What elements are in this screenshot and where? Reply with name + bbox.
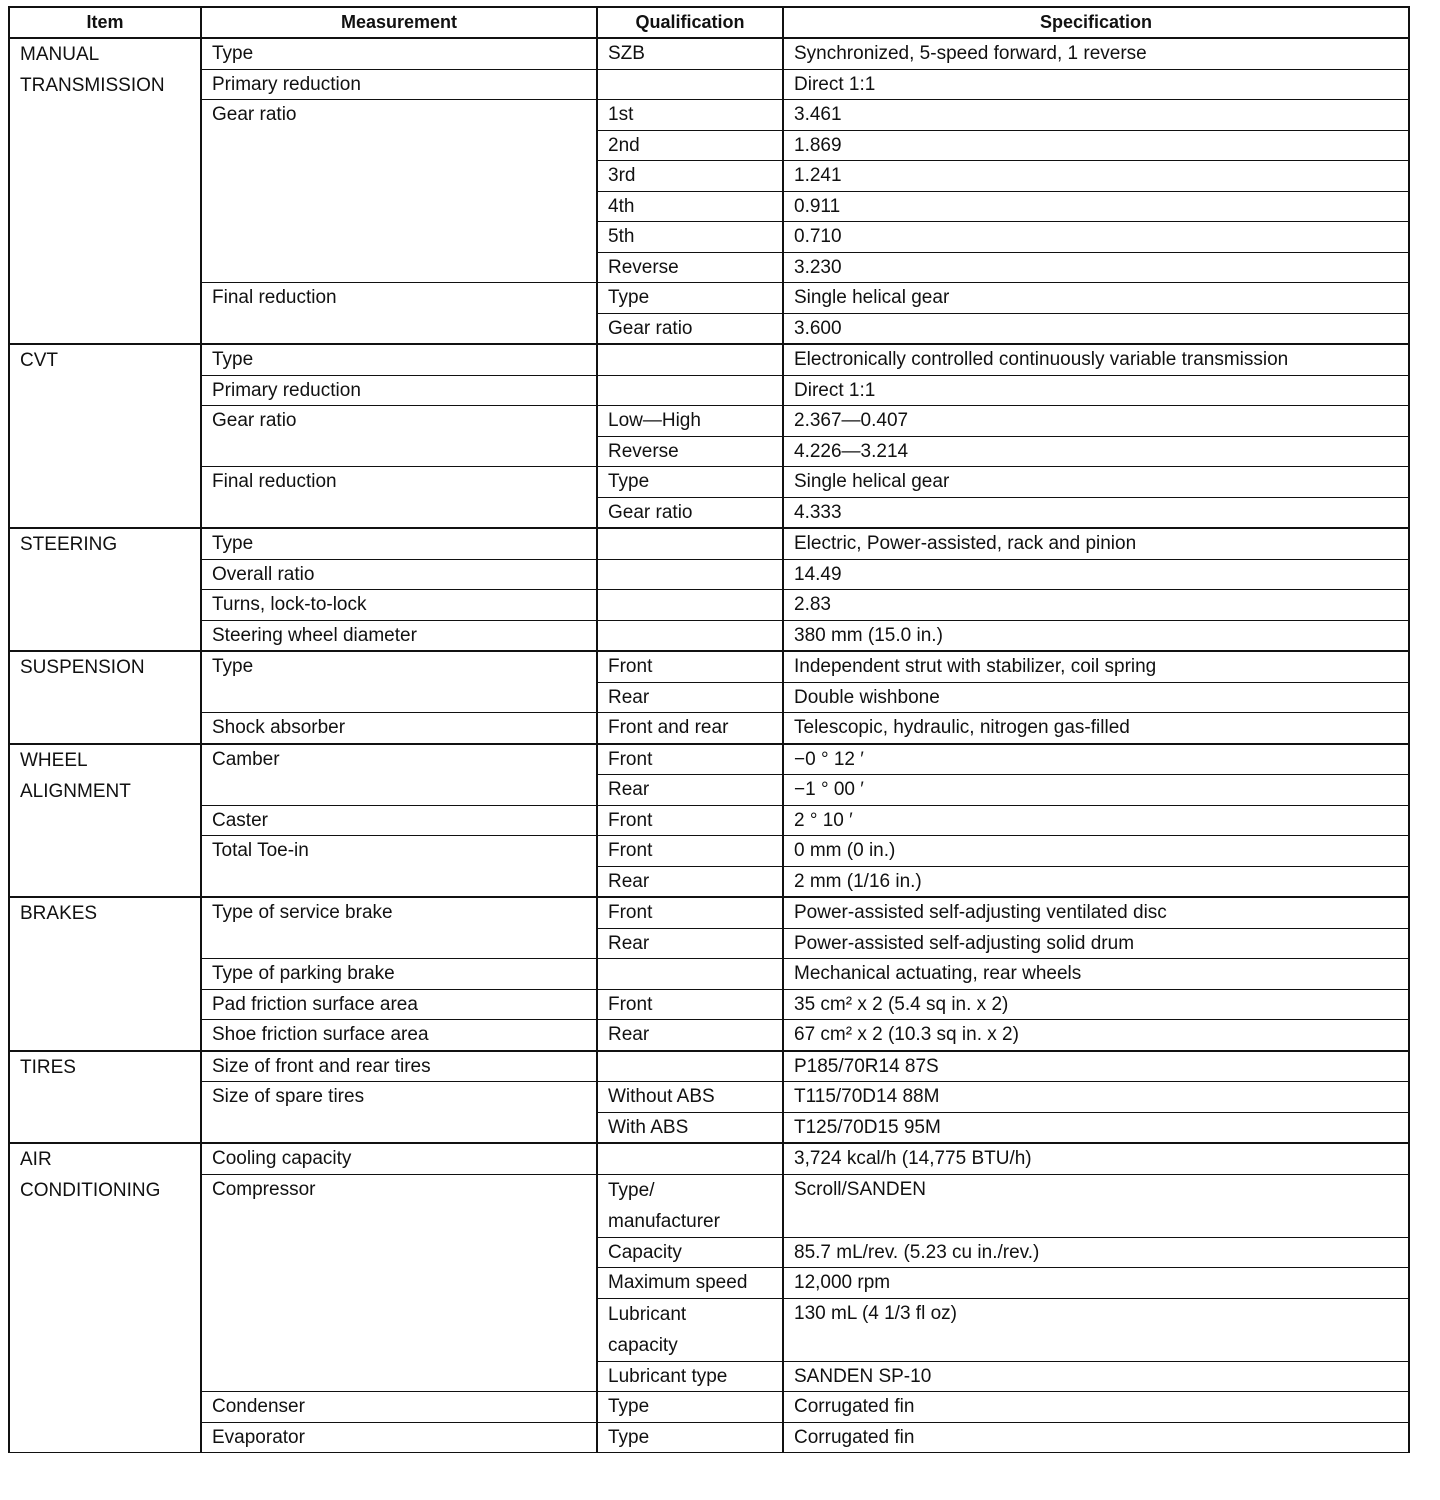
qualification-cell: 4th <box>597 191 783 222</box>
table-row <box>9 406 1409 437</box>
header-row <box>9 7 1409 38</box>
section-label-line: ALIGNMENT <box>20 780 131 802</box>
qualification-cell: 3rd <box>597 161 783 192</box>
specification-cell: 3.461 <box>783 100 1409 131</box>
section-wheel-alignment <box>9 744 201 898</box>
section-steering: STEERING <box>9 528 201 651</box>
specification-cell: 0.911 <box>783 191 1409 222</box>
header-item: Item <box>9 7 201 38</box>
qualification-cell: With ABS <box>597 1112 783 1143</box>
measurement-cell: Final reduction <box>201 283 597 345</box>
table-row <box>9 467 1409 498</box>
header-measurement: Measurement <box>201 7 597 38</box>
qualification-cell: Maximum speed <box>597 1268 783 1299</box>
section-suspension: SUSPENSION <box>9 651 201 744</box>
measurement-cell: Gear ratio <box>201 406 597 467</box>
measurement-cell: Evaporator <box>201 1422 597 1453</box>
table-row <box>9 344 1409 375</box>
measurement-cell: Condenser <box>201 1392 597 1423</box>
qualification-cell: Type <box>597 283 783 314</box>
specification-cell: 4.226—3.214 <box>783 436 1409 467</box>
qualification-cell: Type <box>597 1422 783 1453</box>
qualification-cell: Reverse <box>597 436 783 467</box>
section-label-line: WHEEL <box>20 749 88 771</box>
qualification-cell: Gear ratio <box>597 497 783 528</box>
qualification-cell <box>597 959 783 990</box>
specification-cell: Power-assisted self-adjusting ventilated disc <box>783 897 1409 928</box>
specification-cell: SANDEN SP-10 <box>783 1361 1409 1392</box>
table-row <box>9 805 1409 836</box>
measurement-cell: Compressor <box>201 1174 597 1392</box>
specification-cell: Mechanical actuating, rear wheels <box>783 959 1409 990</box>
specification-cell: 130 mL (4 1/3 fl oz) <box>783 1298 1409 1361</box>
qualification-cell: Front <box>597 897 783 928</box>
table-row <box>9 69 1409 100</box>
qualification-cell <box>597 375 783 406</box>
qualification-cell: Front <box>597 836 783 867</box>
specification-cell: Independent strut with stabilizer, coil spring <box>783 651 1409 682</box>
measurement-cell: Steering wheel diameter <box>201 620 597 651</box>
specification-cell: 4.333 <box>783 497 1409 528</box>
qualification-cell: Type <box>597 467 783 498</box>
specification-cell: Synchronized, 5-speed forward, 1 reverse <box>783 38 1409 69</box>
table-row <box>9 1020 1409 1051</box>
qualification-line: capacity <box>608 1334 678 1356</box>
measurement-cell: Cooling capacity <box>201 1143 597 1174</box>
qualification-cell <box>597 344 783 375</box>
qualification-cell: Lubricant type <box>597 1361 783 1392</box>
measurement-cell: Total Toe-in <box>201 836 597 898</box>
specification-cell: 0.710 <box>783 222 1409 253</box>
qualification-cell: Front <box>597 651 783 682</box>
measurement-cell: Primary reduction <box>201 375 597 406</box>
specification-cell: Single helical gear <box>783 283 1409 314</box>
qualification-cell <box>597 1143 783 1174</box>
specification-cell: Corrugated fin <box>783 1422 1409 1453</box>
specification-cell: P185/70R14 87S <box>783 1051 1409 1082</box>
table-row <box>9 590 1409 621</box>
measurement-cell: Type <box>201 38 597 69</box>
table-row <box>9 1143 1409 1174</box>
specification-cell: T115/70D14 88M <box>783 1082 1409 1113</box>
measurement-cell: Type <box>201 651 597 713</box>
specification-cell: 67 cm² x 2 (10.3 sq in. x 2) <box>783 1020 1409 1051</box>
table-row <box>9 100 1409 131</box>
measurement-cell: Type <box>201 528 597 559</box>
measurement-cell: Gear ratio <box>201 100 597 283</box>
specification-cell: 35 cm² x 2 (5.4 sq in. x 2) <box>783 989 1409 1020</box>
specification-cell: Electric, Power-assisted, rack and pinion <box>783 528 1409 559</box>
qualification-cell: Gear ratio <box>597 313 783 344</box>
qualification-cell: Without ABS <box>597 1082 783 1113</box>
measurement-cell: Shock absorber <box>201 713 597 744</box>
measurement-cell: Overall ratio <box>201 559 597 590</box>
measurement-cell: Shoe friction surface area <box>201 1020 597 1051</box>
specification-cell: −0 ° 12 ′ <box>783 744 1409 775</box>
qualification-cell <box>597 1298 783 1361</box>
table-row <box>9 836 1409 867</box>
qualification-cell: 5th <box>597 222 783 253</box>
section-brakes: BRAKES <box>9 897 201 1051</box>
qualification-cell: Rear <box>597 928 783 959</box>
specification-cell: Direct 1:1 <box>783 375 1409 406</box>
measurement-cell: Type <box>201 344 597 375</box>
qualification-cell <box>597 528 783 559</box>
specification-cell: 3,724 kcal/h (14,775 BTU/h) <box>783 1143 1409 1174</box>
table-row <box>9 989 1409 1020</box>
specification-cell: Corrugated fin <box>783 1392 1409 1423</box>
specification-cell: 3.600 <box>783 313 1409 344</box>
qualification-cell: Low—High <box>597 406 783 437</box>
specification-cell: 12,000 rpm <box>783 1268 1409 1299</box>
table-row <box>9 528 1409 559</box>
specification-cell: Direct 1:1 <box>783 69 1409 100</box>
specification-cell: Power-assisted self-adjusting solid drum <box>783 928 1409 959</box>
table-row <box>9 897 1409 928</box>
measurement-cell: Pad friction surface area <box>201 989 597 1020</box>
specification-cell: Double wishbone <box>783 682 1409 713</box>
qualification-cell: Front <box>597 744 783 775</box>
qualification-cell <box>597 1051 783 1082</box>
specification-cell: 85.7 mL/rev. (5.23 cu in./rev.) <box>783 1237 1409 1268</box>
measurement-cell: Size of front and rear tires <box>201 1051 597 1082</box>
qualification-cell: Rear <box>597 775 783 806</box>
qualification-line: Type/ <box>608 1179 655 1201</box>
qualification-cell: Capacity <box>597 1237 783 1268</box>
section-label-line: AIR <box>20 1149 52 1170</box>
qualification-cell: 2nd <box>597 130 783 161</box>
section-manual-transmission <box>9 38 201 344</box>
qualification-cell <box>597 1174 783 1237</box>
qualification-line: Lubricant <box>608 1303 687 1325</box>
section-label-line: MANUAL <box>20 44 100 65</box>
specification-cell: 1.869 <box>783 130 1409 161</box>
header-qualification: Qualification <box>597 7 783 38</box>
measurement-cell: Size of spare tires <box>201 1082 597 1144</box>
specification-cell: 0 mm (0 in.) <box>783 836 1409 867</box>
specification-cell: Scroll/SANDEN <box>783 1174 1409 1237</box>
specification-cell: T125/70D15 95M <box>783 1112 1409 1143</box>
table-row <box>9 1392 1409 1423</box>
table-row <box>9 959 1409 990</box>
table-row <box>9 1082 1409 1113</box>
specification-table <box>8 6 1410 1453</box>
table-row <box>9 651 1409 682</box>
table-row <box>9 38 1409 69</box>
qualification-cell: Front and rear <box>597 713 783 744</box>
section-label-line: CONDITIONING <box>20 1180 161 1201</box>
qualification-cell <box>597 69 783 100</box>
table-row <box>9 375 1409 406</box>
specification-cell: 3.230 <box>783 252 1409 283</box>
specification-cell: 2.83 <box>783 590 1409 621</box>
section-air-conditioning <box>9 1143 201 1453</box>
specification-cell: 2 mm (1/16 in.) <box>783 866 1409 897</box>
table-row <box>9 1174 1409 1237</box>
measurement-cell: Type of parking brake <box>201 959 597 990</box>
table-row <box>9 713 1409 744</box>
qualification-cell <box>597 590 783 621</box>
specification-cell: 1.241 <box>783 161 1409 192</box>
qualification-cell: Rear <box>597 866 783 897</box>
specification-cell: Single helical gear <box>783 467 1409 498</box>
section-label-line: TRANSMISSION <box>20 75 165 96</box>
table-row <box>9 744 1409 775</box>
qualification-cell <box>597 559 783 590</box>
measurement-cell: Type of service brake <box>201 897 597 959</box>
qualification-cell: Rear <box>597 682 783 713</box>
table-row <box>9 559 1409 590</box>
table-row <box>9 283 1409 314</box>
specification-cell: 380 mm (15.0 in.) <box>783 620 1409 651</box>
specification-cell: 2 ° 10 ′ <box>783 805 1409 836</box>
table-row <box>9 1051 1409 1082</box>
measurement-cell: Camber <box>201 744 597 806</box>
section-tires: TIRES <box>9 1051 201 1144</box>
qualification-cell: Reverse <box>597 252 783 283</box>
specification-cell: 14.49 <box>783 559 1409 590</box>
specification-cell: Electronically controlled continuously variable transmission <box>783 344 1409 375</box>
measurement-cell: Final reduction <box>201 467 597 529</box>
qualification-cell: Front <box>597 805 783 836</box>
specification-cell: −1 ° 00 ′ <box>783 775 1409 806</box>
qualification-cell <box>597 620 783 651</box>
qualification-cell: Type <box>597 1392 783 1423</box>
qualification-cell: SZB <box>597 38 783 69</box>
qualification-cell: 1st <box>597 100 783 131</box>
measurement-cell: Turns, lock-to-lock <box>201 590 597 621</box>
table-row <box>9 620 1409 651</box>
specification-cell: Telescopic, hydraulic, nitrogen gas-filled <box>783 713 1409 744</box>
qualification-line: manufacturer <box>608 1210 720 1232</box>
spec-sheet <box>8 6 1408 1453</box>
measurement-cell: Caster <box>201 805 597 836</box>
specification-cell: 2.367—0.407 <box>783 406 1409 437</box>
section-cvt: CVT <box>9 344 201 528</box>
header-specification: Specification <box>783 7 1409 38</box>
measurement-cell: Primary reduction <box>201 69 597 100</box>
qualification-cell: Rear <box>597 1020 783 1051</box>
qualification-cell: Front <box>597 989 783 1020</box>
table-row <box>9 1422 1409 1453</box>
